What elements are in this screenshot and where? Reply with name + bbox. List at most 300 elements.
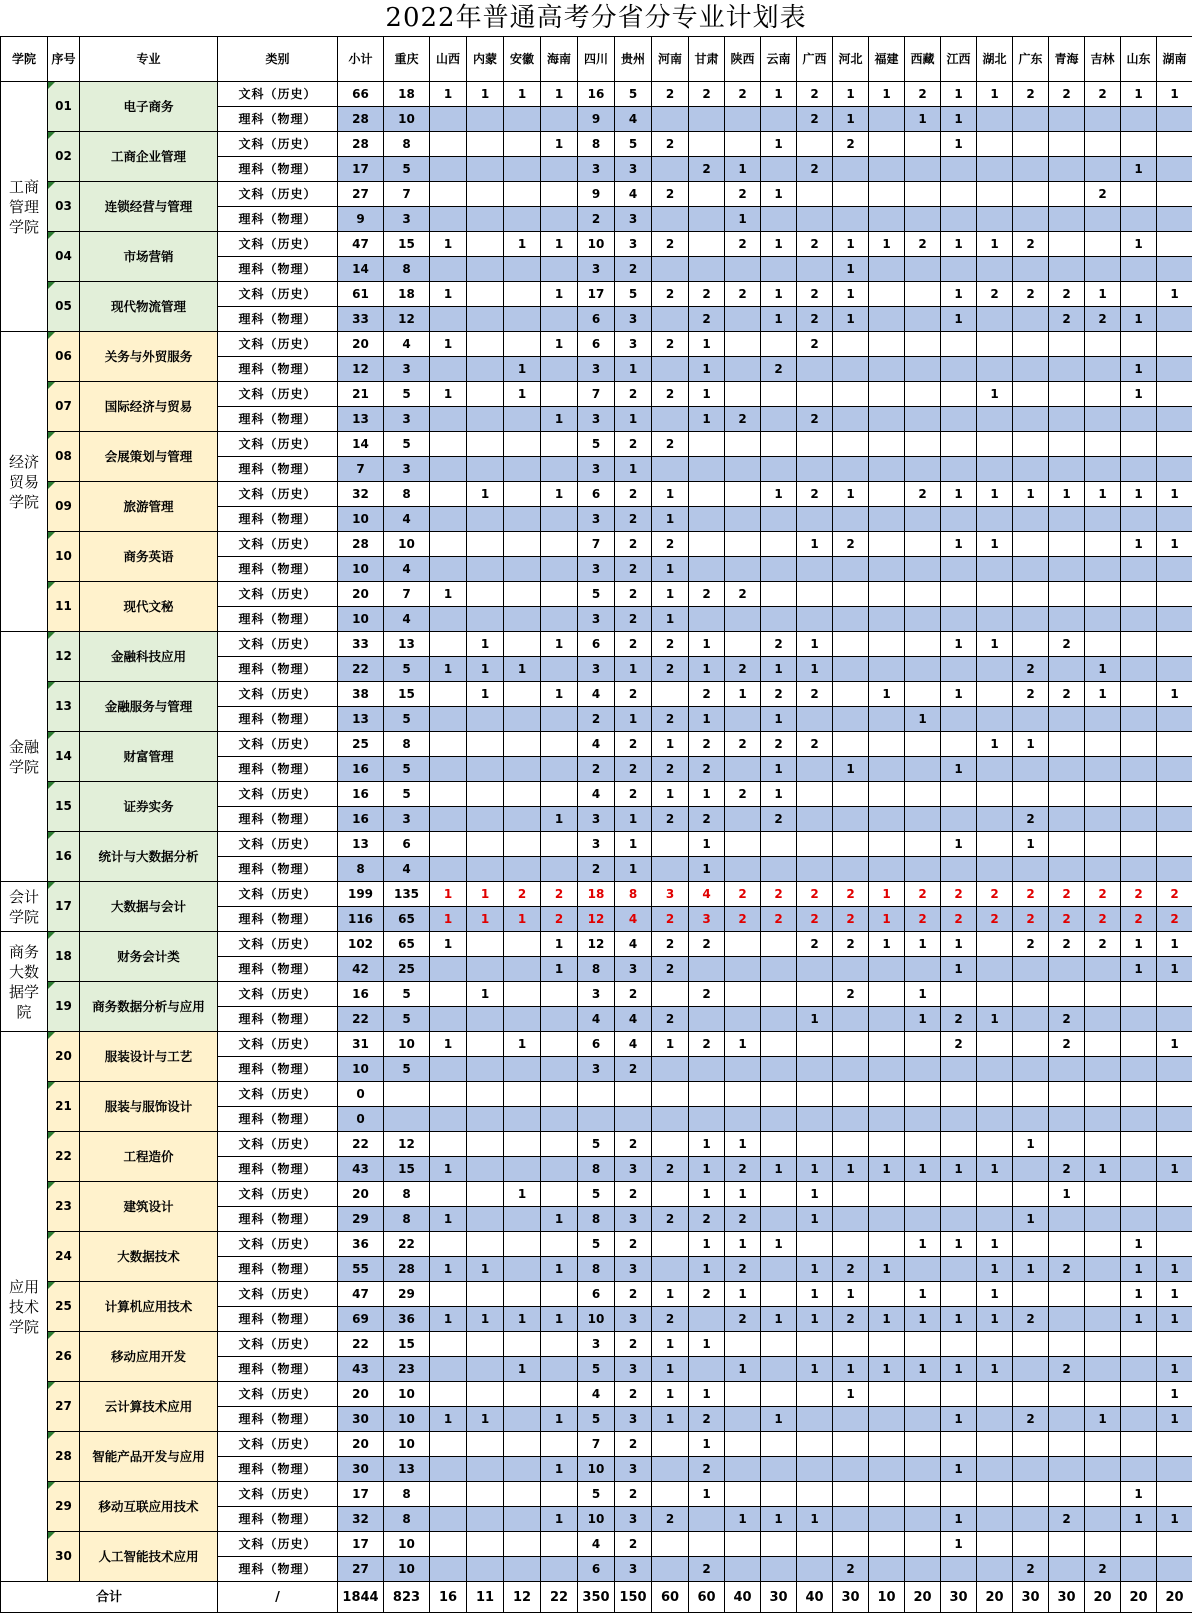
value-cell: 2 <box>689 807 725 832</box>
value-cell <box>467 782 504 807</box>
value-cell: 2 <box>833 1257 869 1282</box>
table-row <box>1 1382 1192 1407</box>
value-cell <box>1013 957 1049 982</box>
value-cell <box>430 182 467 207</box>
value-cell: 1 <box>430 907 467 932</box>
value-cell: 1 <box>761 657 797 682</box>
value-cell <box>504 457 541 482</box>
value-cell <box>1121 207 1157 232</box>
value-cell: 1 <box>869 1357 905 1382</box>
value-cell <box>504 332 541 357</box>
value-cell <box>761 257 797 282</box>
header-cell: 类别 <box>218 37 338 82</box>
value-cell: 1 <box>541 1257 578 1282</box>
value-cell <box>797 1332 833 1357</box>
value-cell <box>905 1482 941 1507</box>
value-cell: 2 <box>905 482 941 507</box>
value-cell: 2 <box>541 907 578 932</box>
value-cell <box>833 1057 869 1082</box>
value-cell: 20 <box>338 1182 384 1207</box>
total-value: 350 <box>578 1582 615 1613</box>
value-cell: 3 <box>578 657 615 682</box>
value-cell: 3 <box>578 832 615 857</box>
value-cell <box>977 1457 1013 1482</box>
value-cell: 2 <box>833 982 869 1007</box>
category-cell: 文科（历史） <box>218 1332 338 1357</box>
header-cell: 贵州 <box>615 37 652 82</box>
value-cell <box>941 732 977 757</box>
value-cell <box>833 357 869 382</box>
seq-cell: 17 <box>48 882 80 932</box>
value-cell: 2 <box>833 932 869 957</box>
table-row <box>1 782 1192 807</box>
value-cell: 8 <box>384 732 430 757</box>
page-title: 2022年普通高考分省分专业计划表 <box>0 0 1192 36</box>
value-cell <box>1013 107 1049 132</box>
value-cell <box>1121 1357 1157 1382</box>
value-cell <box>761 1007 797 1032</box>
value-cell <box>869 1082 905 1107</box>
value-cell <box>689 1357 725 1382</box>
value-cell: 2 <box>833 532 869 557</box>
value-cell: 2 <box>689 282 725 307</box>
value-cell <box>977 1532 1013 1557</box>
value-cell: 1 <box>941 632 977 657</box>
value-cell <box>1085 232 1121 257</box>
value-cell <box>467 532 504 557</box>
value-cell: 1 <box>869 1307 905 1332</box>
value-cell <box>761 1032 797 1057</box>
value-cell <box>725 1432 761 1457</box>
value-cell <box>1085 832 1121 857</box>
value-cell <box>1157 357 1192 382</box>
value-cell <box>689 257 725 282</box>
value-cell <box>541 532 578 557</box>
value-cell <box>541 357 578 382</box>
value-cell: 1 <box>725 682 761 707</box>
seq-cell: 30 <box>48 1532 80 1582</box>
value-cell <box>541 1032 578 1057</box>
value-cell <box>1121 832 1157 857</box>
value-cell <box>1085 1207 1121 1232</box>
value-cell <box>905 1082 941 1107</box>
value-cell <box>1121 182 1157 207</box>
major-cell: 财富管理 <box>80 732 218 782</box>
value-cell <box>941 257 977 282</box>
category-cell: 文科（历史） <box>218 1382 338 1407</box>
value-cell: 25 <box>338 732 384 757</box>
value-cell: 1 <box>467 682 504 707</box>
value-cell <box>1049 1082 1085 1107</box>
value-cell <box>1121 1532 1157 1557</box>
value-cell <box>869 1232 905 1257</box>
value-cell: 1 <box>652 782 689 807</box>
table-row <box>1 882 1192 907</box>
value-cell: 135 <box>384 882 430 907</box>
value-cell: 3 <box>578 557 615 582</box>
value-cell: 2 <box>797 232 833 257</box>
value-cell <box>1085 1257 1121 1282</box>
value-cell: 1 <box>467 482 504 507</box>
value-cell: 8 <box>338 857 384 882</box>
value-cell <box>689 207 725 232</box>
value-cell <box>797 257 833 282</box>
value-cell <box>833 1207 869 1232</box>
major-cell: 国际经济与贸易 <box>80 382 218 432</box>
value-cell: 4 <box>615 1007 652 1032</box>
value-cell: 2 <box>689 1457 725 1482</box>
value-cell <box>467 232 504 257</box>
value-cell <box>652 1532 689 1557</box>
value-cell <box>941 807 977 832</box>
value-cell: 1 <box>504 357 541 382</box>
value-cell <box>1013 757 1049 782</box>
header-cell: 小计 <box>338 37 384 82</box>
value-cell <box>1157 257 1192 282</box>
value-cell <box>1157 1332 1192 1357</box>
value-cell <box>1085 1232 1121 1257</box>
value-cell <box>1121 857 1157 882</box>
value-cell: 1 <box>977 1232 1013 1257</box>
value-cell: 1 <box>1121 932 1157 957</box>
value-cell <box>1049 107 1085 132</box>
value-cell: 16 <box>338 807 384 832</box>
value-cell <box>689 1307 725 1332</box>
value-cell: 1 <box>430 1307 467 1332</box>
value-cell <box>797 1557 833 1582</box>
value-cell <box>504 1457 541 1482</box>
value-cell: 1 <box>1157 1357 1192 1382</box>
header-cell: 河南 <box>652 37 689 82</box>
value-cell <box>430 457 467 482</box>
value-cell <box>1085 1307 1121 1332</box>
value-cell <box>1121 1207 1157 1232</box>
value-cell <box>430 1557 467 1582</box>
value-cell <box>541 457 578 482</box>
value-cell: 20 <box>338 332 384 357</box>
header-cell: 江西 <box>941 37 977 82</box>
value-cell: 1 <box>1121 1307 1157 1332</box>
value-cell <box>1049 1407 1085 1432</box>
value-cell <box>797 1057 833 1082</box>
value-cell <box>430 707 467 732</box>
value-cell <box>467 757 504 782</box>
value-cell: 2 <box>615 257 652 282</box>
value-cell <box>761 607 797 632</box>
value-cell <box>504 1207 541 1232</box>
value-cell <box>1157 732 1192 757</box>
value-cell <box>541 707 578 732</box>
value-cell <box>1013 307 1049 332</box>
value-cell <box>833 707 869 732</box>
value-cell: 2 <box>689 732 725 757</box>
value-cell: 8 <box>578 1207 615 1232</box>
value-cell: 2 <box>652 932 689 957</box>
value-cell: 2 <box>941 882 977 907</box>
value-cell <box>941 382 977 407</box>
value-cell <box>1085 1007 1121 1032</box>
value-cell <box>725 432 761 457</box>
value-cell <box>541 1282 578 1307</box>
value-cell: 2 <box>1085 182 1121 207</box>
value-cell <box>430 307 467 332</box>
value-cell <box>1085 1182 1121 1207</box>
total-value: 10 <box>869 1582 905 1613</box>
value-cell: 1 <box>833 1282 869 1307</box>
value-cell: 1 <box>504 382 541 407</box>
value-cell <box>1013 1457 1049 1482</box>
value-cell: 5 <box>384 1057 430 1082</box>
value-cell <box>467 832 504 857</box>
value-cell <box>869 582 905 607</box>
value-cell <box>467 1532 504 1557</box>
value-cell: 2 <box>689 307 725 332</box>
value-cell <box>905 1432 941 1457</box>
value-cell <box>797 382 833 407</box>
value-cell <box>941 707 977 732</box>
value-cell <box>504 1332 541 1357</box>
value-cell: 2 <box>977 282 1013 307</box>
value-cell <box>504 1507 541 1532</box>
value-cell <box>977 257 1013 282</box>
value-cell: 14 <box>338 257 384 282</box>
value-cell: 3 <box>615 957 652 982</box>
value-cell <box>905 557 941 582</box>
value-cell <box>652 982 689 1007</box>
value-cell: 1 <box>1013 832 1049 857</box>
value-cell <box>1049 1282 1085 1307</box>
value-cell <box>430 632 467 657</box>
value-cell <box>467 457 504 482</box>
value-cell <box>1157 1132 1192 1157</box>
value-cell <box>797 757 833 782</box>
value-cell: 1 <box>541 632 578 657</box>
value-cell: 8 <box>384 1207 430 1232</box>
category-cell: 文科（历史） <box>218 1182 338 1207</box>
value-cell: 27 <box>338 182 384 207</box>
value-cell <box>1013 457 1049 482</box>
value-cell <box>1121 982 1157 1007</box>
value-cell: 2 <box>689 932 725 957</box>
value-cell <box>652 1057 689 1082</box>
value-cell <box>761 1132 797 1157</box>
value-cell <box>504 1132 541 1157</box>
value-cell: 1 <box>541 682 578 707</box>
major-cell: 金融服务与管理 <box>80 682 218 732</box>
value-cell: 2 <box>761 882 797 907</box>
value-cell <box>725 307 761 332</box>
value-cell <box>869 607 905 632</box>
value-cell: 2 <box>652 632 689 657</box>
value-cell <box>1121 457 1157 482</box>
value-cell <box>1085 507 1121 532</box>
category-cell: 理科（物理） <box>218 1057 338 1082</box>
value-cell: 30 <box>338 1457 384 1482</box>
value-cell <box>541 757 578 782</box>
value-cell: 1 <box>615 707 652 732</box>
value-cell <box>797 782 833 807</box>
value-cell: 2 <box>652 532 689 557</box>
value-cell <box>504 1382 541 1407</box>
value-cell <box>869 107 905 132</box>
category-cell: 理科（物理） <box>218 907 338 932</box>
category-cell: 文科（历史） <box>218 532 338 557</box>
value-cell: 1 <box>797 532 833 557</box>
value-cell: 18 <box>578 882 615 907</box>
value-cell <box>797 557 833 582</box>
value-cell: 1 <box>1121 357 1157 382</box>
total-value: 30 <box>833 1582 869 1613</box>
value-cell <box>541 1182 578 1207</box>
total-value: 20 <box>1085 1582 1121 1613</box>
value-cell: 7 <box>578 532 615 557</box>
value-cell <box>1085 732 1121 757</box>
value-cell: 1 <box>1121 1257 1157 1282</box>
value-cell <box>1085 257 1121 282</box>
value-cell: 1 <box>430 1157 467 1182</box>
value-cell <box>430 1182 467 1207</box>
value-cell: 2 <box>725 1307 761 1332</box>
value-cell <box>1157 157 1192 182</box>
value-cell <box>833 682 869 707</box>
value-cell <box>977 307 1013 332</box>
value-cell <box>1157 1482 1192 1507</box>
value-cell <box>905 682 941 707</box>
seq-cell: 03 <box>48 182 80 232</box>
total-row <box>1 1582 1192 1613</box>
total-value: 20 <box>1157 1582 1192 1613</box>
value-cell: 3 <box>384 807 430 832</box>
value-cell <box>797 1532 833 1557</box>
value-cell <box>467 932 504 957</box>
value-cell <box>430 857 467 882</box>
value-cell: 1 <box>689 407 725 432</box>
value-cell: 2 <box>1049 307 1085 332</box>
value-cell <box>869 482 905 507</box>
value-cell: 2 <box>652 1307 689 1332</box>
value-cell <box>905 307 941 332</box>
value-cell <box>467 1007 504 1032</box>
value-cell <box>430 1057 467 1082</box>
value-cell <box>467 182 504 207</box>
value-cell: 6 <box>578 1557 615 1582</box>
value-cell: 5 <box>384 707 430 732</box>
major-cell: 连锁经营与管理 <box>80 182 218 232</box>
value-cell <box>467 132 504 157</box>
value-cell: 1 <box>761 307 797 332</box>
major-cell: 计算机应用技术 <box>80 1282 218 1332</box>
value-cell <box>578 1107 615 1132</box>
value-cell: 8 <box>578 1257 615 1282</box>
value-cell: 2 <box>615 1182 652 1207</box>
value-cell: 1 <box>941 232 977 257</box>
value-cell: 1 <box>725 1232 761 1257</box>
value-cell <box>869 432 905 457</box>
value-cell: 1 <box>869 882 905 907</box>
seq-cell: 20 <box>48 1032 80 1082</box>
value-cell: 2 <box>615 982 652 1007</box>
value-cell <box>869 1407 905 1432</box>
value-cell: 3 <box>615 1357 652 1382</box>
value-cell: 1 <box>652 1357 689 1382</box>
category-cell: 理科（物理） <box>218 307 338 332</box>
value-cell: 3 <box>615 332 652 357</box>
value-cell <box>941 507 977 532</box>
value-cell <box>869 1432 905 1457</box>
value-cell <box>725 982 761 1007</box>
value-cell <box>467 1107 504 1132</box>
value-cell <box>761 1557 797 1582</box>
value-cell <box>833 1407 869 1432</box>
value-cell <box>797 507 833 532</box>
value-cell <box>725 607 761 632</box>
value-cell: 1 <box>941 1407 977 1432</box>
value-cell <box>797 1032 833 1057</box>
value-cell: 1 <box>541 482 578 507</box>
value-cell <box>905 1182 941 1207</box>
value-cell <box>467 507 504 532</box>
value-cell <box>689 1082 725 1107</box>
table-row <box>1 1432 1192 1457</box>
value-cell: 38 <box>338 682 384 707</box>
value-cell <box>504 207 541 232</box>
value-cell: 28 <box>384 1257 430 1282</box>
value-cell <box>504 682 541 707</box>
value-cell <box>1157 1057 1192 1082</box>
value-cell <box>869 182 905 207</box>
value-cell <box>977 857 1013 882</box>
value-cell <box>869 757 905 782</box>
total-value: 30 <box>1013 1582 1049 1613</box>
value-cell <box>725 132 761 157</box>
value-cell: 4 <box>615 907 652 932</box>
value-cell <box>1121 1332 1157 1357</box>
value-cell: 4 <box>384 607 430 632</box>
value-cell <box>384 1107 430 1132</box>
category-cell: 理科（物理） <box>218 707 338 732</box>
value-cell <box>504 1157 541 1182</box>
value-cell: 10 <box>578 1307 615 1332</box>
category-cell: 理科（物理） <box>218 807 338 832</box>
category-cell: 文科（历史） <box>218 932 338 957</box>
value-cell: 8 <box>384 257 430 282</box>
category-cell: 理科（物理） <box>218 1307 338 1332</box>
value-cell <box>1121 807 1157 832</box>
table-row <box>1 482 1192 507</box>
value-cell: 6 <box>578 307 615 332</box>
table-row <box>1 1182 1192 1207</box>
value-cell <box>833 182 869 207</box>
major-cell: 商务数据分析与应用 <box>80 982 218 1032</box>
value-cell: 1 <box>689 707 725 732</box>
value-cell: 1 <box>797 1157 833 1182</box>
value-cell <box>977 1032 1013 1057</box>
value-cell <box>1157 207 1192 232</box>
value-cell: 1 <box>652 1382 689 1407</box>
category-cell: 理科（物理） <box>218 1557 338 1582</box>
value-cell <box>1157 707 1192 732</box>
value-cell: 2 <box>652 1207 689 1232</box>
value-cell: 5 <box>384 982 430 1007</box>
value-cell: 1 <box>689 632 725 657</box>
value-cell: 1 <box>652 582 689 607</box>
value-cell: 102 <box>338 932 384 957</box>
value-cell <box>1049 1432 1085 1457</box>
value-cell <box>977 1382 1013 1407</box>
value-cell <box>652 307 689 332</box>
value-cell <box>725 382 761 407</box>
value-cell <box>1049 232 1085 257</box>
